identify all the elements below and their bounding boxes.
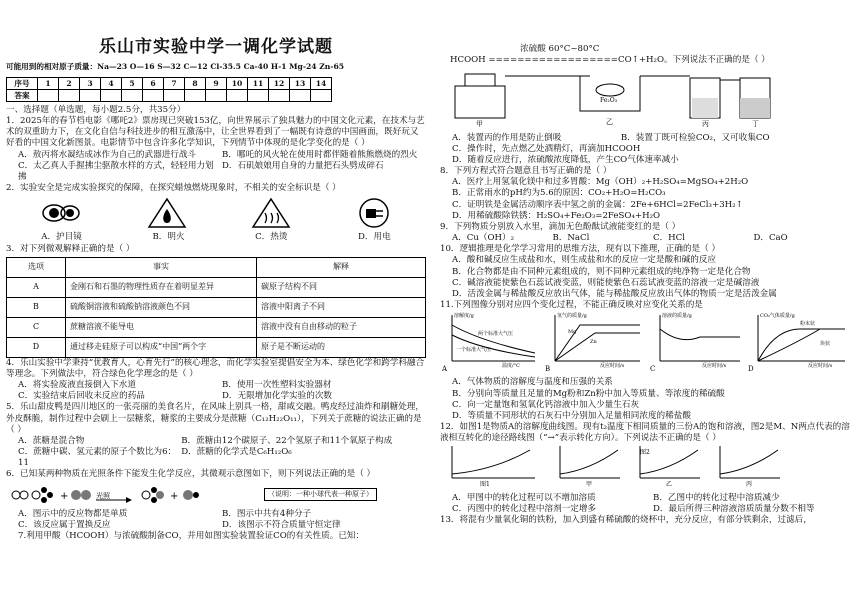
q12-fig-bing: 丙: [746, 481, 753, 489]
q7-apparatus-diagram: [440, 66, 850, 128]
q4-stem: 4．乐山实验中学秉持“优教育人，心育先行”的核心理念，而化学实验室提倡安全为本、绿色化学和跨学科融合等理念。下列做法中，符合绿色化学理念的是（ ）: [6, 357, 425, 379]
q1-option-a: A．敖丙将水凝结成冰作为自己的武器进行战斗: [18, 149, 197, 160]
q2-label-c: C．热烫: [255, 232, 288, 243]
q7-option-a: A．装置丙的作用是防止倒吸: [452, 132, 562, 143]
q11-option-b: B．分别向等质量且足量的Mg粉和Zn粉中加入等质量、等浓度的稀硫酸: [452, 388, 725, 399]
q7-options: [440, 133, 854, 167]
q6-option-a: A．图示中的反应物都是单质: [18, 508, 128, 519]
answer-cell[interactable]: [164, 89, 185, 101]
answer-number: 10: [227, 77, 248, 89]
answer-cell[interactable]: [59, 89, 80, 101]
q2-label-d: D．用电: [358, 232, 391, 243]
q7-equation: HCOOH ==================CO↑+H₂O。下列说法不正确的是（ ）: [450, 55, 770, 66]
answer-number: 13: [290, 77, 311, 89]
q3-cell: 溶液中阳离子不同: [257, 297, 426, 317]
q7-option-d: D．随着反应进行，浓硫酸浓度降低，产生CO气体速率减小: [452, 154, 679, 165]
q3-cell: B: [7, 297, 66, 317]
q10-option-b: B．化合物都是由不同种元素组成的，则不同种元素组成的纯净物一定是化合物: [452, 266, 751, 277]
answer-table-answer-label: 答案: [7, 89, 38, 101]
q7-label-bing: 丙: [702, 120, 709, 129]
answer-table-answer-row: [7, 89, 332, 101]
q5-stem: 5．乐山甜皮鸭是四川地区的一张亮丽的美食名片，在风味上别具一格，甜咸交融。鸭皮经过油炸和刷糖处理，外皮酥脆，制作过程中会刷上一层糖浆，糖浆的主要成分是蔗糖（C₁₂H₂₂O₁₁），下列关于蔗糖的说法正确的是（ ）: [6, 402, 424, 435]
q3-table: [6, 257, 426, 358]
hot-surface-icon: [251, 197, 291, 229]
q7-label-jia: 甲: [476, 120, 483, 129]
q1-options: [6, 150, 426, 184]
q11-a-xlabel: 温度/°C: [502, 363, 521, 370]
svg-text:+: +: [60, 490, 69, 502]
q4-option-c: C．实验结束后回收未反应的药品: [18, 391, 145, 402]
goggles-icon: [38, 197, 84, 227]
q9-option-b: B．NaCl: [552, 233, 590, 244]
q7-stem: 7.利用甲酸（HCOOH）与浓硫酸制备CO，并用如图实验装置验证CO的有关性质。已知：: [18, 530, 365, 541]
q11-stem: 11.下列图像分别对应四个变化过程，不能正确反映对应变化关系的是: [440, 300, 703, 311]
left-column: [6, 0, 426, 607]
q1-option-b: B．哪吒的风火轮在使用时都伴随着熊熊燃烧的烈火: [222, 149, 418, 160]
q11-graph-b: [545, 312, 640, 373]
q3-cell: 蔗糖溶液不能导电: [66, 317, 257, 337]
q10-option-d: D．活泼金属与稀盐酸反应放出气体，能与稀盐酸反应放出气体的物质一定是活泼金属: [452, 288, 777, 299]
q9-options: [440, 233, 854, 244]
q6-option-c: C．该反应属于置换反应: [18, 519, 111, 530]
answer-number: 4: [101, 77, 122, 89]
answer-number: 14: [311, 77, 332, 89]
q13-stem: 13．将混有少量氧化铜的铁粉，加入到盛有稀硫酸的烧杯中，充分反应，有部分铁剩余，过滤后，: [440, 514, 812, 525]
q11-c-label: C: [650, 365, 656, 374]
q11-d-curve2: 块状: [820, 341, 831, 348]
answer-number: 2: [59, 77, 80, 89]
q3-cell: A: [7, 277, 66, 297]
q10-options: [440, 255, 854, 300]
q3-cell: D: [7, 337, 66, 357]
q12-figures: [440, 444, 850, 488]
q8-option-b: B．正常雨水的pH约为5.6的原因：CO₂+H₂O=H₂CO₃: [452, 188, 666, 199]
answer-cell[interactable]: [248, 89, 269, 101]
q12-stem: 12．如图1是物质A的溶解度曲线图。现有t₂温度下相同质量的三份A的饱和溶液，图2是M、N两点代表的溶液相互转化的途径路线图（“→”表示转化方向）。下列说法不正确的是（ ）: [440, 422, 850, 444]
answer-cell[interactable]: [143, 89, 164, 101]
answer-number: 8: [185, 77, 206, 89]
answer-number: 7: [164, 77, 185, 89]
answer-number: 11: [248, 77, 269, 89]
q8-stem: 8．下列方程式符合题意且书写正确的是（ ）: [440, 166, 612, 177]
answer-number: 6: [143, 77, 164, 89]
electricity-icon: [354, 197, 394, 229]
q3-header-fact: 事实: [66, 257, 257, 277]
right-column: [440, 0, 854, 607]
answer-cell[interactable]: [101, 89, 122, 101]
q12-option-c: C．丙图中的转化过程中溶剂一定增多: [452, 503, 597, 514]
q2-label-b: B．明火: [152, 232, 185, 243]
q11-b-curve1: Mg: [568, 329, 577, 336]
q11-c-xlabel: 反应时间/s: [702, 363, 727, 370]
q3-cell: 通过移走硅原子可以构成“中国”两个字: [66, 337, 257, 357]
answer-cell[interactable]: [122, 89, 143, 101]
q3-cell: 金刚石和石墨的物理性质存在着明显差异: [66, 277, 257, 297]
answer-cell[interactable]: [80, 89, 101, 101]
q2-icon-labels: [6, 232, 426, 243]
q3-cell: 原子是不断运动的: [257, 337, 426, 357]
q7-condition: 浓硫酸 60°C~80°C: [520, 44, 600, 54]
q11-graph-c: [650, 312, 740, 373]
svg-text:光照: 光照: [96, 491, 110, 500]
page-title: 乐山市实验中学一调化学试题: [99, 37, 333, 57]
q4-option-a: A．将实验废液直接倒入下水道: [18, 380, 136, 391]
q6-option-d: D．该图示不符合质量守恒定律: [222, 519, 341, 530]
q3-table-header: [7, 257, 426, 277]
q3-header-explanation: 解释: [257, 257, 426, 277]
q11-option-d: D．等质量不同形状的石灰石中分别加入足量相同浓度的稀盐酸: [452, 410, 691, 421]
q12-fig-yi: 乙: [666, 481, 673, 489]
q4-option-b: B．使用一次性塑料实验器材: [222, 380, 332, 391]
q11-c-ylabel: 溶液的质量/g: [662, 313, 692, 320]
table-row: [7, 277, 426, 297]
q11-b-xlabel: 反应时间/s: [600, 363, 625, 370]
answer-cell[interactable]: [269, 89, 290, 101]
q8-option-d: D．用稀硫酸除铁锈：H₂SO₄+Fe₂O₃=2FeSO₄+H₂O: [452, 210, 661, 221]
q7-label-fe2o3: Fe₂O₃: [600, 97, 618, 105]
answer-table: [6, 77, 332, 102]
q10-option-a: A．酸和碱反应生成盐和水，则生成盐和水的反应一定是酸和碱的反应: [452, 255, 717, 266]
q12-fig2-label: 图2: [640, 449, 650, 457]
answer-table-header-label: 序号: [7, 77, 38, 89]
q11-d-ylabel: CO₂气体质量/g: [760, 313, 795, 320]
answer-number: 9: [206, 77, 227, 89]
q1-stem: 1．2025年的春节档电影《哪吒2》票房现已突破153亿，向世界展示了独具魅力的中国文化元素，在技术与艺术的双重助力下，在文化自信与科技进步的相互激荡中，让全世界看到了一幅既有诗意的中国画面，既好玩又好看的中国文化新图景。电影情节中包含许多化学知识，下列情节中体现的是化学变化的是（ ）: [6, 116, 425, 149]
q12-option-d: D．最后所得三种溶液溶质质量分数不相等: [653, 503, 815, 514]
q12-option-a: A．甲图中的转化过程可以不增加溶质: [452, 492, 596, 503]
q11-a-label: A: [442, 365, 448, 374]
q11-d-curve1: 粉末状: [800, 321, 816, 328]
q11-option-a: A．气体物质的溶解度与温度和压强的关系: [452, 377, 613, 388]
q11-option-c: C．向一定量饱和氢氧化钙溶液中加入少量生石灰: [452, 399, 640, 410]
q4-options: [6, 380, 426, 402]
q1-option-c: C．太乙真人手握拂尘驱散水样的方式，轻轻用力划拂: [18, 160, 214, 182]
table-row: [7, 337, 426, 357]
q5-option-b: B．蔗糖由12个碳原子、22个氢原子和11个氧原子构成: [181, 435, 393, 446]
q6-legend: （说明：一种小球代表一种原子）: [264, 488, 377, 501]
q3-stem: 3．对下列微观解释正确的是（ ）: [6, 243, 135, 254]
q11-a-ylabel: 溶解度/g: [454, 313, 474, 320]
q9-stem: 9．下列物质分别放入水里，滴加无色酚酞试液能变红的是（ ）: [440, 221, 681, 232]
atomic-mass-line: 可能用到的相对原子质量：Na—23 O—16 S—32 C—12 Cl-35.5 Ca-40 H-1 Mg-24 Zn-65: [6, 62, 345, 72]
answer-number: 1: [38, 77, 59, 89]
q11-b-curve2: Zn: [590, 339, 597, 346]
q7-label-yi: 乙: [606, 118, 613, 127]
q9-option-d: D．CaO: [753, 233, 788, 244]
q8-options: [440, 177, 854, 222]
q11-d-label: D: [748, 365, 754, 374]
q3-cell: C: [7, 317, 66, 337]
q10-option-c: C．碱溶液能使紫色石蕊试液变蓝，则能使紫色石蕊试液变蓝的溶液一定是碱溶液: [452, 277, 760, 288]
reaction-diagram: [6, 484, 256, 506]
q9-option-a: A．Cu（OH）₂: [452, 233, 515, 244]
answer-cell[interactable]: [185, 89, 206, 101]
q11-a-curve1: 一个标准大气压: [456, 347, 492, 354]
q12-options: [440, 493, 854, 515]
q11-graph-a: [441, 312, 535, 373]
q8-option-a: A．医疗上用氢氧化镁中和过多胃酸：Mg（OH）₂+H₂SO₄=MgSO₄+2H₂O: [452, 177, 749, 188]
table-row: [7, 317, 426, 337]
q10-stem: 10．逻辑推理是化学学习常用的思维方法，现有以下推理，正确的是（ ）: [440, 244, 721, 255]
q3-cell: 碳原子结构不同: [257, 277, 426, 297]
q11-b-ylabel: 氢气的质量/g: [557, 313, 587, 320]
open-flame-icon: [147, 197, 187, 229]
q3-header-option: 选项: [7, 257, 66, 277]
q11-graph-d: [748, 312, 845, 373]
q7-option-c: C．操作时，先点燃乙处酒精灯，再滴加HCOOH: [452, 143, 641, 154]
q6-options: [6, 509, 426, 531]
table-row: [7, 297, 426, 317]
q7-label-ding: 丁: [752, 120, 759, 129]
q6-figure: [6, 484, 426, 506]
answer-table-header-row: [7, 77, 332, 89]
svg-text:+: +: [170, 490, 179, 502]
section-heading: 一、选择题（单选题，每小题2.5分，共35分）: [6, 104, 186, 115]
q4-option-d: D．无限增加化学实验的次数: [222, 391, 333, 402]
answer-cell[interactable]: [38, 89, 59, 101]
q5-options: [6, 436, 426, 470]
q12-fig1-label: 图1: [480, 481, 490, 489]
answer-cell[interactable]: [311, 89, 332, 101]
answer-number: 3: [80, 77, 101, 89]
q2-safety-icons: [6, 197, 426, 229]
q2-stem: 2．实验安全是完成实验探究的保障，在探究蜡烛燃烧现象时，不相关的安全标识是（ ）: [6, 183, 341, 194]
q1-option-d: D．石矶娘娘用自身的力量把石头劈成碎石: [222, 160, 384, 171]
q3-cell: 溶液中没有自由移动的粒子: [257, 317, 426, 337]
q5-option-c: C．蔗糖中碳、氢元素的原子个数比为6：11: [18, 447, 177, 469]
q6-stem: 6．已知某两种物质在光照条件下能发生化学反应，其微观示意图如下，则下列说法正确的是（ ）: [6, 469, 376, 480]
answer-number: 5: [122, 77, 143, 89]
q9-option-c: C．HCl: [653, 233, 685, 244]
q11-d-xlabel: 反应时间/s: [808, 363, 833, 370]
answer-cell[interactable]: [290, 89, 311, 101]
q11-options: [440, 377, 854, 422]
q12-fig-jia: 甲: [586, 481, 593, 489]
q2-label-a: A．护目镜: [41, 232, 82, 243]
q11-b-label: B: [545, 365, 551, 374]
q8-option-c: C．证明铁是金属活动顺序表中氢之前的金属：2Fe+6HCl=2FeCl₃+3H₂↑: [452, 199, 743, 210]
q6-option-b: B．图示中共有4种分子: [222, 508, 312, 519]
answer-cell[interactable]: [206, 89, 227, 101]
q7-option-b: B．装置丁既可检验CO₂，又可收集CO: [620, 132, 770, 143]
q5-option-d: D．蔗糖的化学式是C₆H₁₂O₆: [181, 447, 292, 458]
q11-a-curve2: 两个标准大气压: [478, 331, 514, 338]
q11-graphs: [440, 311, 850, 373]
answer-number: 12: [269, 77, 290, 89]
q3-cell: 硫酸铜溶液和硫酸钠溶液颜色不同: [66, 297, 257, 317]
q5-option-a: A．蔗糖是混合物: [18, 435, 85, 446]
answer-cell[interactable]: [227, 89, 248, 101]
q12-option-b: B．乙图中的转化过程中溶质减少: [653, 492, 780, 503]
